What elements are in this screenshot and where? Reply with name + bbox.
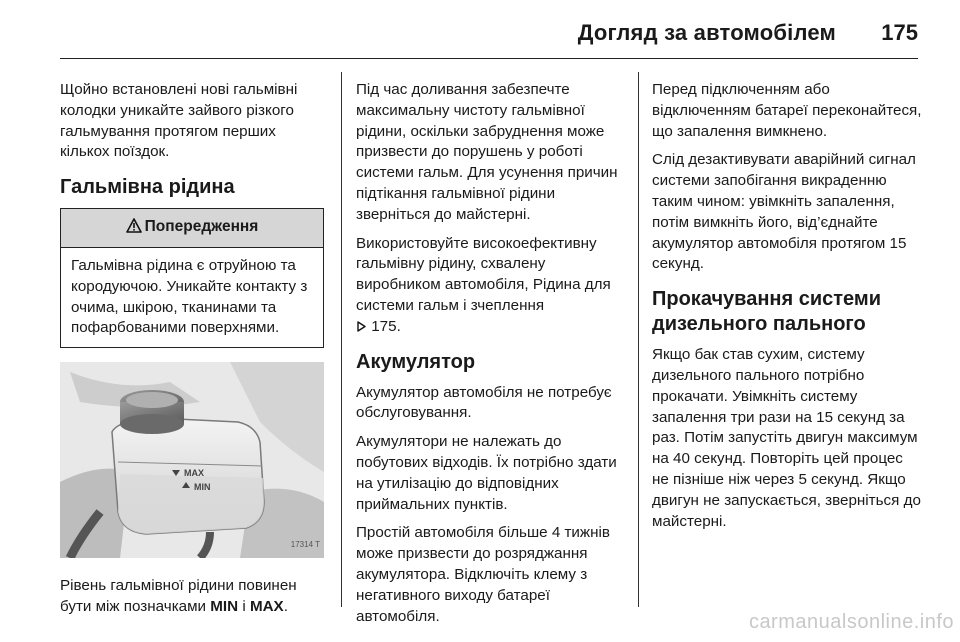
section-heading-diesel-bleeding: Прокачування системи дизельного пального <box>652 288 882 336</box>
caption-text: Рівень гальмівної рідини повинен бути між позначками <box>60 577 297 615</box>
caption-end: . <box>283 597 288 615</box>
caption-min: MIN <box>210 597 239 615</box>
brake-fluid-caption <box>60 576 324 618</box>
page-reference[interactable]: 175. <box>371 317 401 335</box>
warning-triangle-icon <box>126 218 142 233</box>
intro-paragraph: Щойно встановлені нові гальмівні колодки уникайте зайвого різкого гальмування протягом перших кількох поїздок. <box>60 81 298 161</box>
column-divider <box>341 72 342 607</box>
warning-title: Попередження <box>144 218 259 236</box>
column-divider <box>638 72 639 607</box>
paragraph: Якщо бак став сухим, систему дизельного пального потрібно прокачати. Увімкніть систему запалення три рази на 15 секунд за раз. Потім запустіть двигун максимум на 40 секунд. Повторіть цей процес не пізніше ніж через 5 секунд. Якщо двигун не запускається, зверніться до майстерні. <box>652 346 921 530</box>
warning-text: Гальмівна рідина є отруйною та кородуючою. Уникайте контакту з очима, шкірою, тканинами та пофарбованими поверхнями. <box>71 256 308 337</box>
reservoir-drawing <box>60 362 324 558</box>
warning-header <box>61 209 323 248</box>
paragraph: Під час доливання забезпечте максимальну чистоту гальмівної рідини, оскільки забруднення може призвести до порушень у роботі системи гальм. Для усунення причин підтікання гальмівної рідини зверніться до майстерні. <box>356 81 618 223</box>
paragraph: Слід дезактивувати аварійний сигнал системи запобігання викраденню таким чином: увімкніть запалення, потім вимкніть його, від’єднайте акумулятор автомобіля протягом 15 секунд. <box>652 151 916 273</box>
page-number: 175 <box>881 20 918 45</box>
paragraph-with-reference <box>356 234 624 338</box>
page-title: Догляд за автомобілем <box>577 20 836 45</box>
warning-box <box>60 208 324 348</box>
illustration-code: 17314 T <box>290 540 320 550</box>
paragraph: Перед підключенням або відключенням батареї переконайтеся, що запалення вимкнено. <box>652 81 922 140</box>
page-header <box>60 0 918 59</box>
brake-fluid-reservoir-illustration <box>60 362 324 558</box>
page-reference-arrow-icon[interactable] <box>356 321 367 332</box>
caption-max: MAX <box>249 597 284 615</box>
paragraph: Акумулятори не належать до побутових відходів. Їх потрібно здати на утилізацію до відповідних приймальних пунктів. <box>356 433 617 513</box>
paragraph-text: Використовуйте високоефективну гальмівну рідину, схвалену виробником автомобіля, Рідина для системи гальм і зчеплення <box>356 234 611 314</box>
column-3 <box>652 80 922 540</box>
paragraph: Акумулятор автомобіля не потребує обслуговування. <box>356 383 612 422</box>
paragraph: Простій автомобіля більше 4 тижнів може призвести до розряджання акумулятора. Відключіть клему з негативного виходу батареї автомобіля. <box>356 524 610 625</box>
column-2 <box>356 80 624 635</box>
section-heading-brake-fluid: Гальмівна рідина <box>60 176 235 199</box>
watermark: carmanualsonline.info <box>748 611 954 633</box>
min-marker-label: MIN <box>194 482 211 493</box>
caption-and: і <box>238 597 250 615</box>
max-marker-label: MAX <box>184 468 204 479</box>
column-1 <box>60 80 324 626</box>
section-heading-battery: Акумулятор <box>356 350 476 373</box>
